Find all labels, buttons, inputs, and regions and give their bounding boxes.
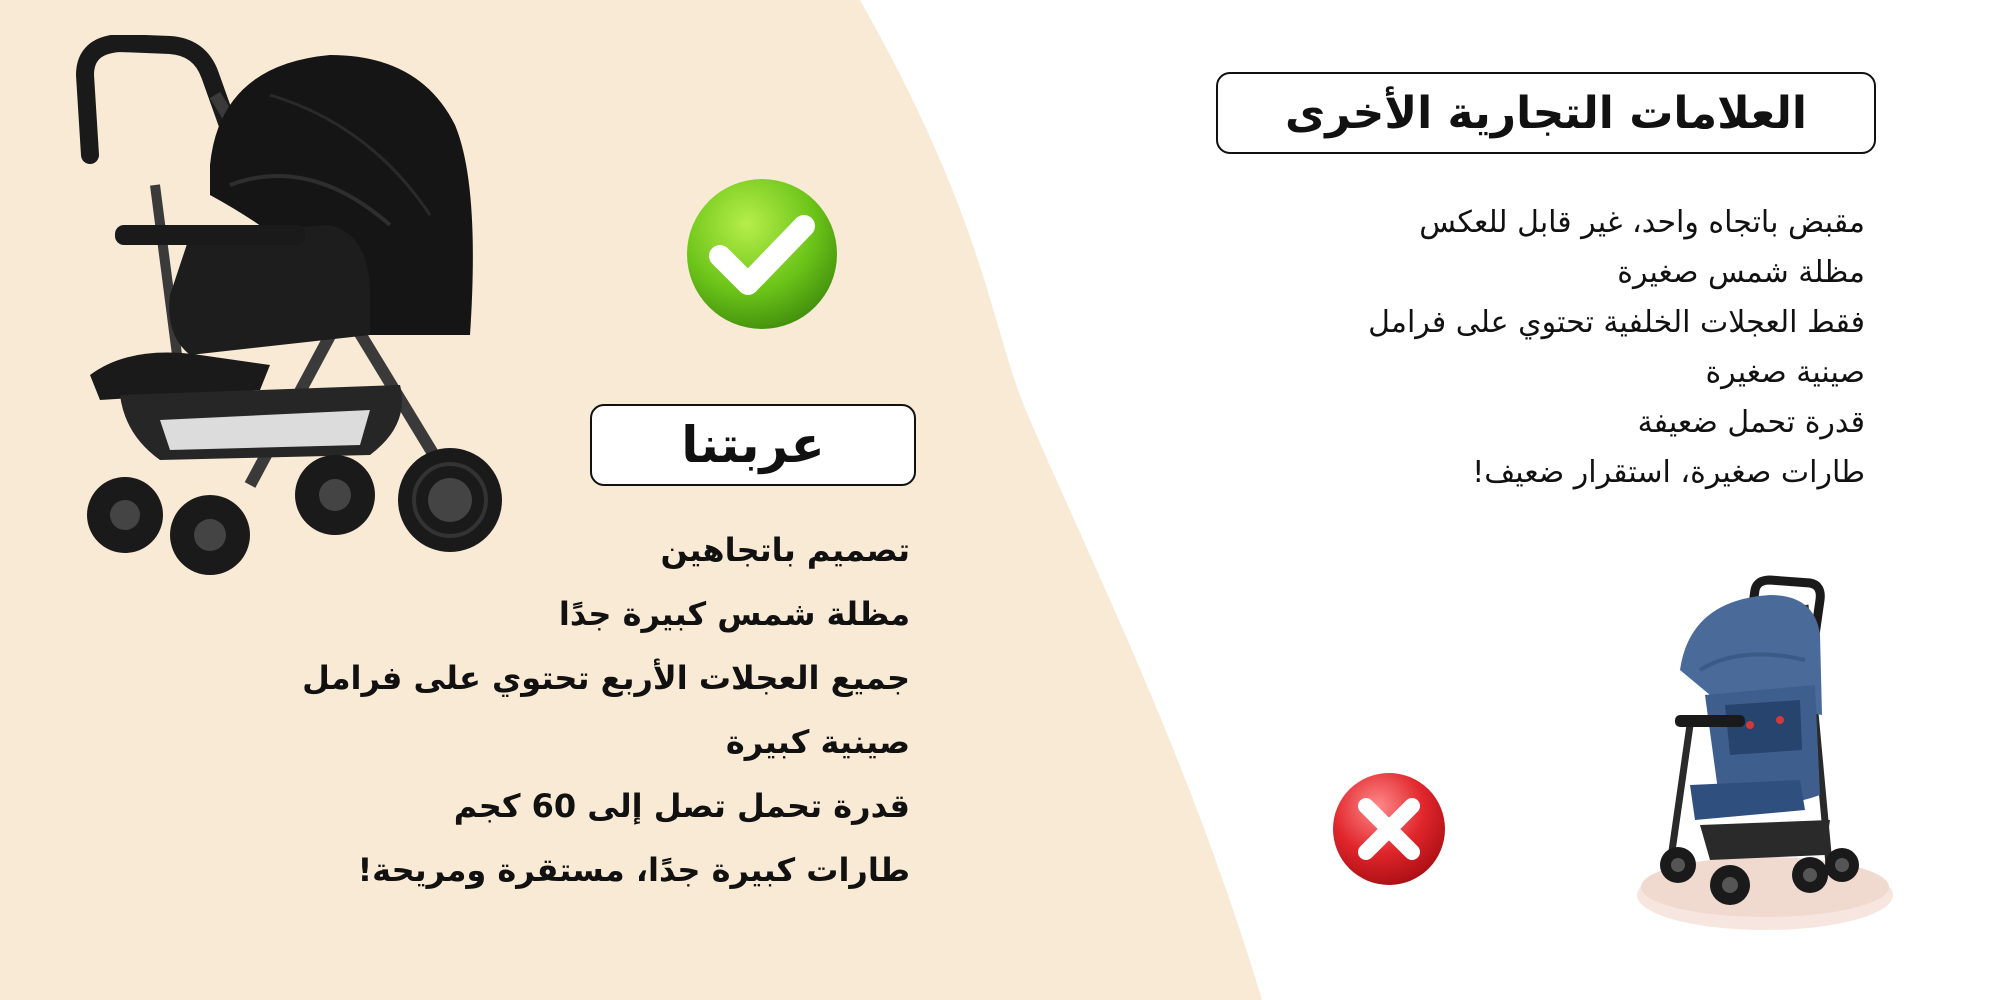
other-feature-item: مظلة شمس صغيرة bbox=[1617, 255, 1865, 290]
our-feature-item: تصميم باتجاهين bbox=[660, 531, 910, 569]
our-feature-item: جميع العجلات الأربع تحتوي على فرامل bbox=[302, 659, 910, 697]
other-feature-item: طارات صغيرة، استقرار ضعيف! bbox=[1472, 455, 1865, 490]
other-feature-item: فقط العجلات الخلفية تحتوي على فرامل bbox=[1368, 305, 1865, 340]
our-stroller-title: عربتنا bbox=[590, 404, 916, 486]
cross-icon bbox=[1330, 770, 1448, 888]
our-feature-item: طارات كبيرة جدًا، مستقرة ومريحة! bbox=[357, 851, 910, 889]
other-brands-feature-list bbox=[1368, 200, 1865, 500]
our-stroller-image bbox=[70, 35, 550, 605]
other-feature-item: مقبض باتجاه واحد، غير قابل للعكس bbox=[1419, 205, 1865, 240]
our-feature-item: قدرة تحمل تصل إلى 60 كجم bbox=[453, 787, 910, 825]
other-feature-item: صينية صغيرة bbox=[1705, 355, 1865, 390]
other-feature-item: قدرة تحمل ضعيفة bbox=[1637, 405, 1865, 440]
other-stroller-image bbox=[1630, 575, 1900, 945]
check-icon bbox=[684, 176, 840, 332]
other-brands-title: العلامات التجارية الأخرى bbox=[1216, 72, 1876, 154]
our-feature-list bbox=[302, 528, 910, 912]
our-feature-item: صينية كبيرة bbox=[725, 723, 910, 761]
our-feature-item: مظلة شمس كبيرة جدًا bbox=[558, 595, 910, 633]
